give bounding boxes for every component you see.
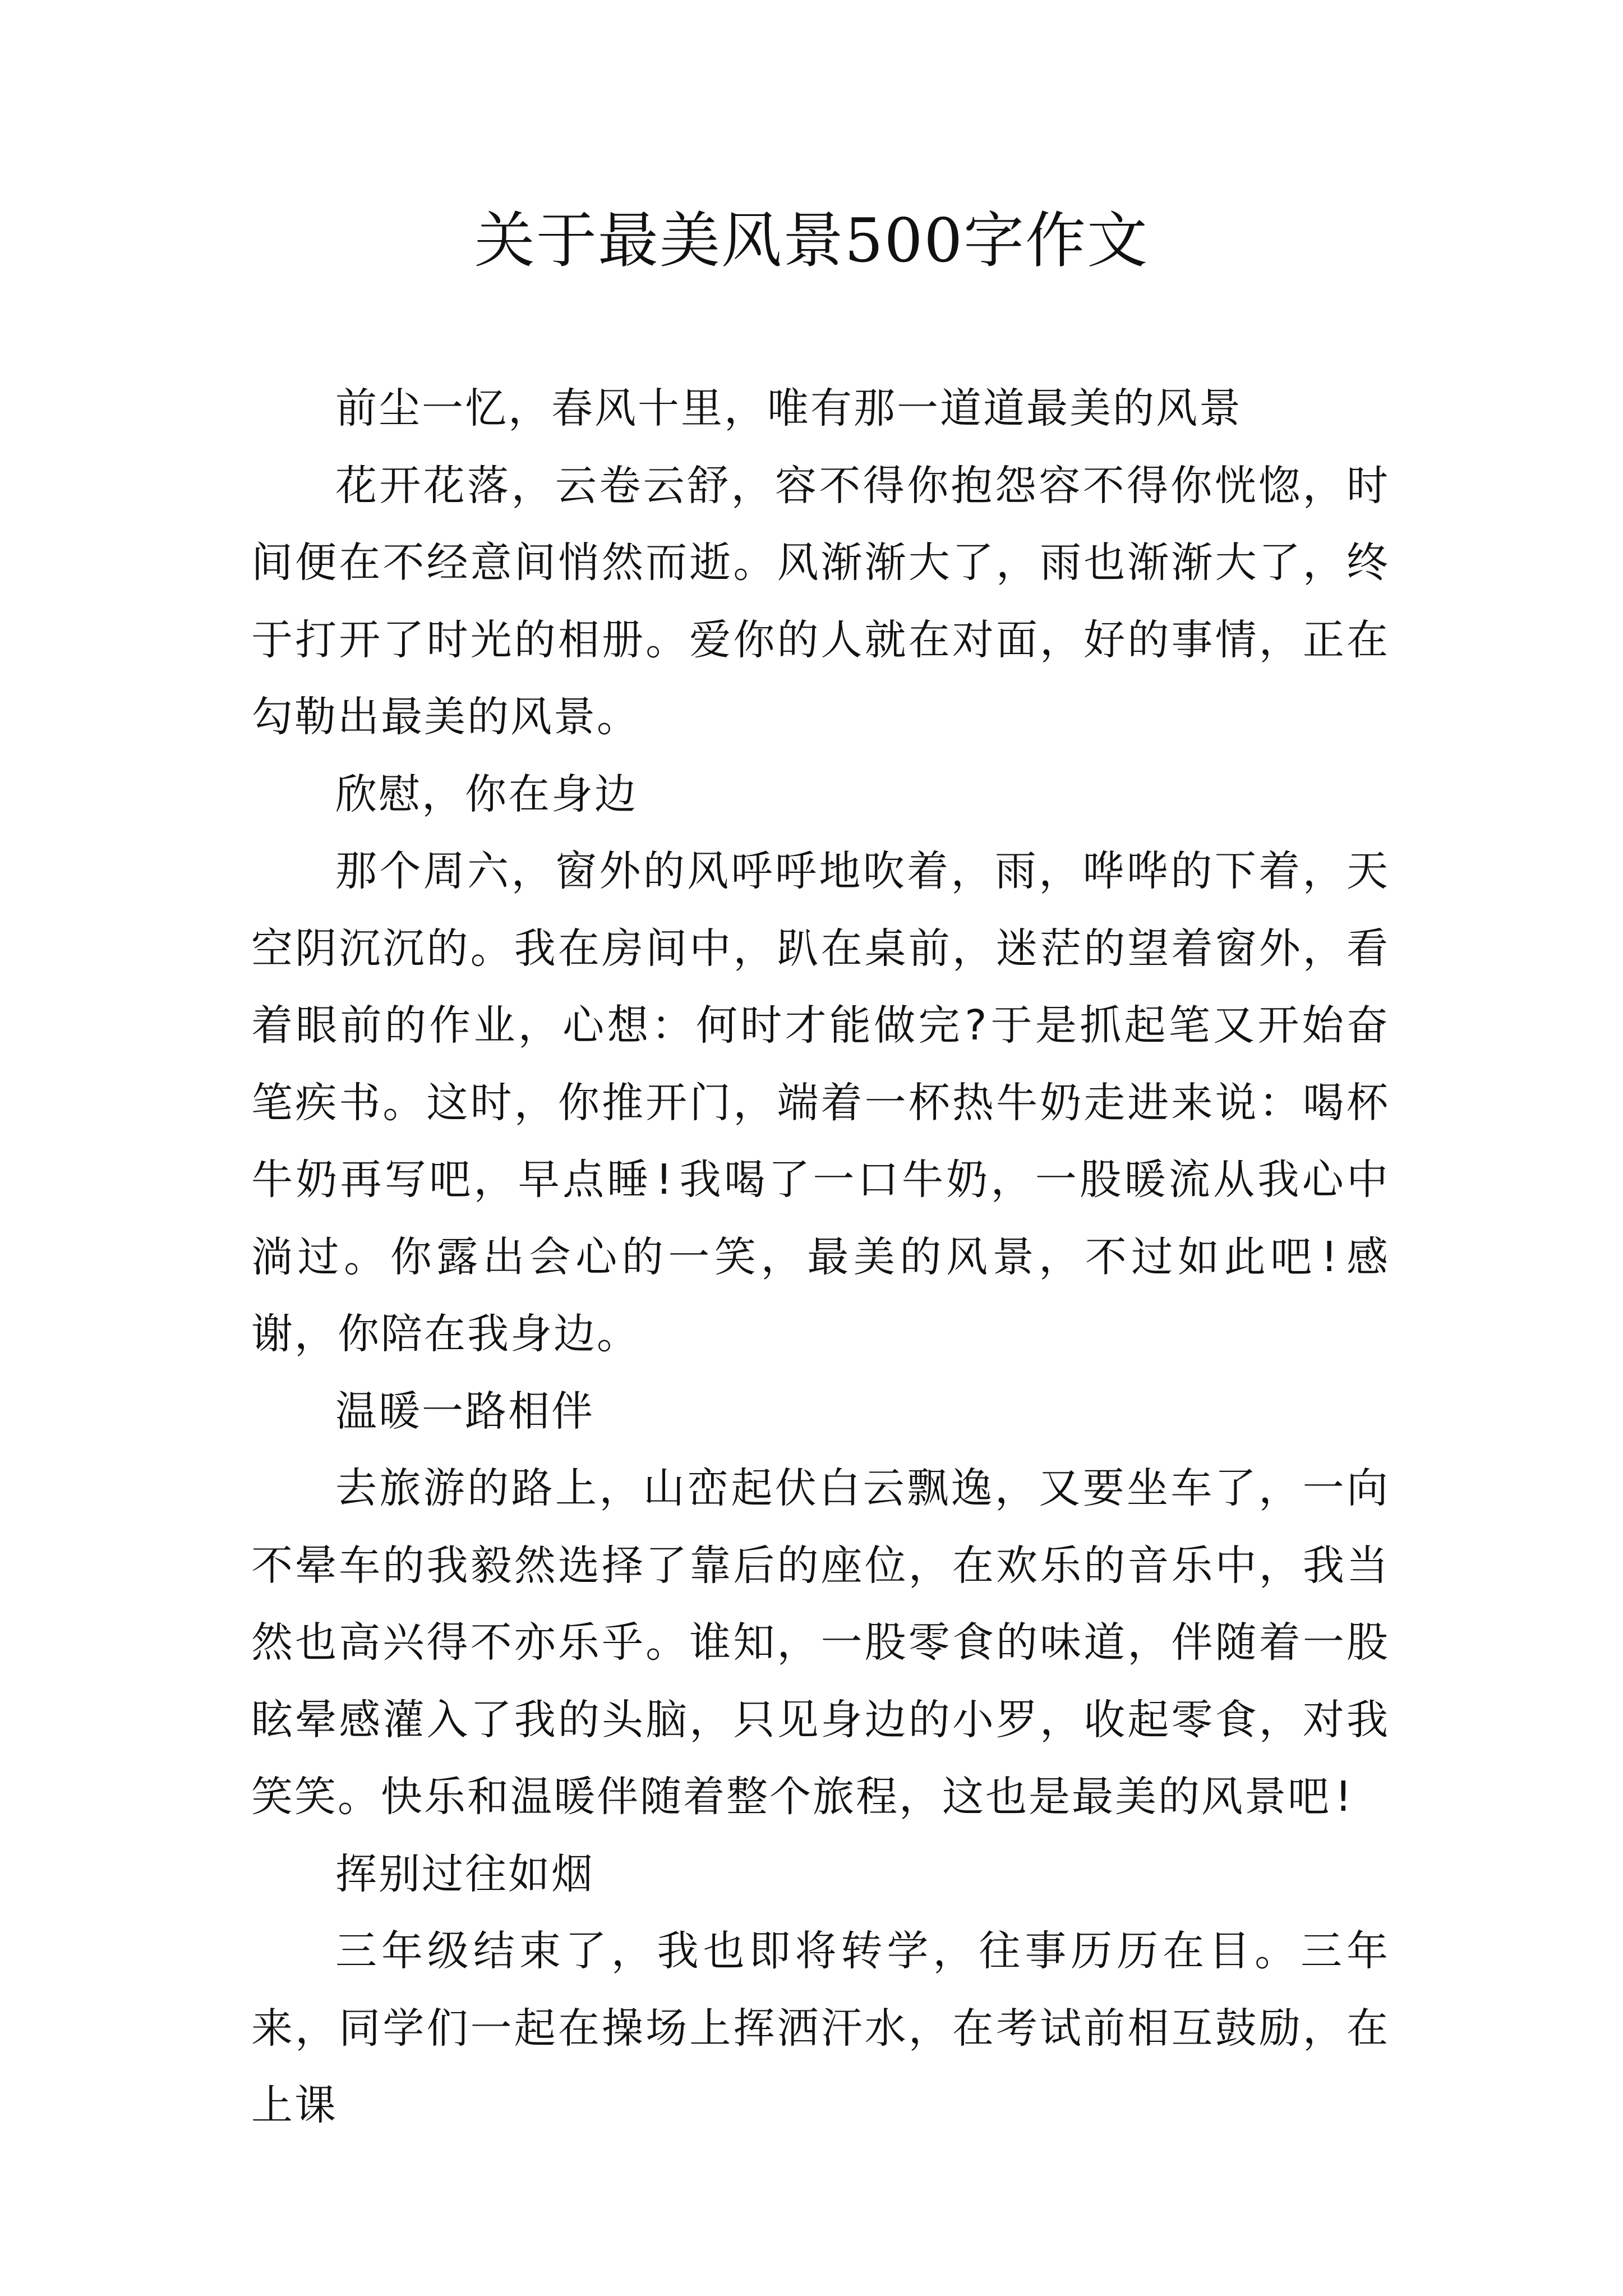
- document-body: [251, 370, 1390, 2145]
- document-title: 关于最美风景500字作文: [474, 206, 1149, 276]
- section-heading: 温暖一路相伴: [335, 1387, 594, 1435]
- section-heading: 欣慰，你在身边: [335, 770, 638, 818]
- paragraph-body: 去旅游的路上，山峦起伏白云飘逸，又要坐车了，一向不晕车的我毅然选择了靠后的座位，在欢乐的音乐中，我当然也高兴得不亦乐乎。谁知，一股零食的味道，伴随着一股眩晕感灌入了我的头脑，只见身边的小罗，收起零食，对我笑笑。快乐和温暖伴随着整个旅程，这也是最美的风景吧!: [251, 1464, 1390, 1821]
- paragraph-body: 那个周六，窗外的风呼呼地吹着，雨，哗哗的下着，天空阴沉沉的。我在房间中，趴在桌前，迷茫的望着窗外，看着眼前的作业，心想：何时才能做完?于是抓起笔又开始奋笔疾书。这时，你推开门，端着一杯热牛奶走进来说：喝杯牛奶再写吧，早点睡!我喝了一口牛奶，一股暖流从我心中淌过。你露出会心的一笑，最美的风景，不过如此吧!感谢，你陪在我身边。: [251, 847, 1390, 1358]
- paragraph-body: 花开花落，云卷云舒，容不得你抱怨容不得你恍惚，时间便在不经意间悄然而逝。风渐渐大了，雨也渐渐大了，终于打开了时光的相册。爱你的人就在对面，好的事情，正在勾勒出最美的风景。: [251, 461, 1390, 741]
- paragraph-intro: 前尘一忆，春风十里，唯有那一道道最美的风景: [335, 384, 1242, 432]
- paragraph-body: 三年级结束了，我也即将转学，往事历历在目。三年来，同学们一起在操场上挥洒汗水，在考试前相互鼓励，在上课: [251, 1927, 1390, 2129]
- section-heading: 挥别过往如烟: [335, 1849, 594, 1898]
